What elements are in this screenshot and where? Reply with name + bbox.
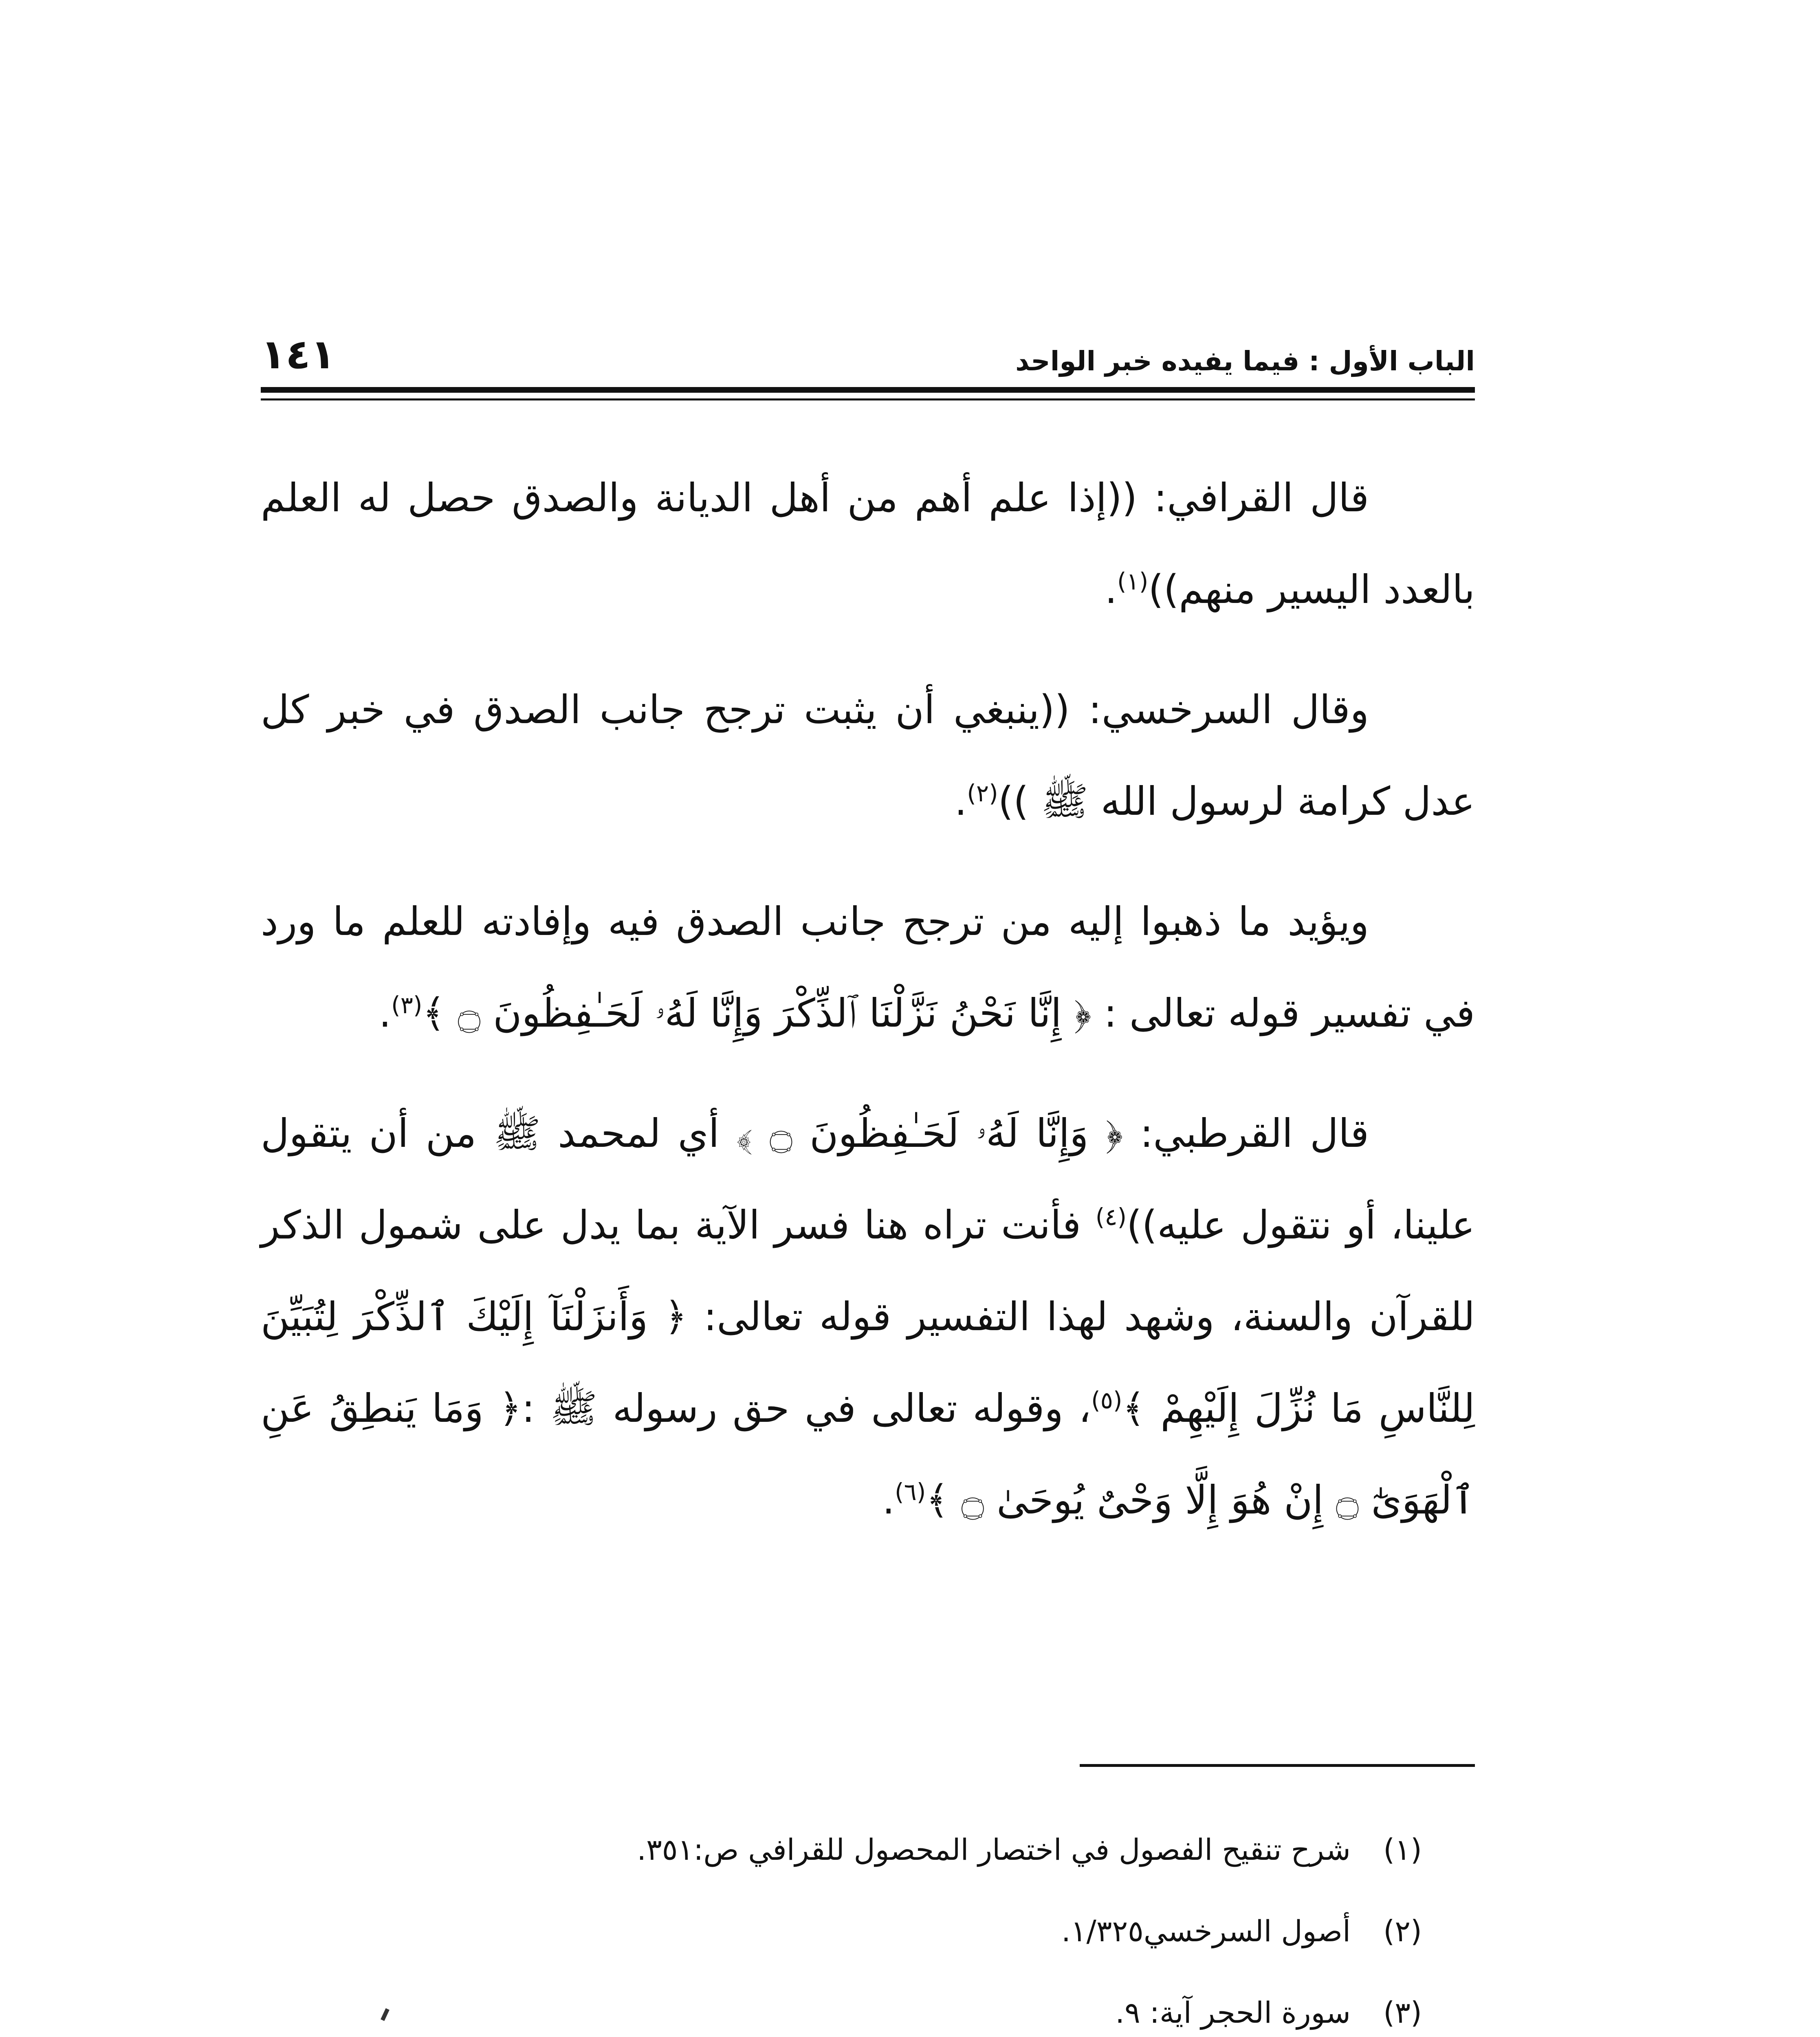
footnote-number: (١): [1383, 1832, 1422, 1867]
chapter-title: الباب الأول : فيما يفيده خبر الواحد: [1015, 345, 1475, 377]
footnote-text: سورة الحجر آية: ٩.: [1115, 1995, 1351, 2030]
footnote-reference: (٣): [391, 991, 423, 1019]
footnote-text: أصول السرخسي١/٣٢٥.: [1061, 1914, 1351, 1948]
paragraph-text-continued: ، وقوله تعالى في حق رسوله ﷺ :﴿ وَمَا يَنطِقُ عَنِ ٱلْهَوَىٰٓ ۝ إِنْ هُوَ إِلَّا وَحْىٌ يُوحَىٰ ۝ ﴾: [261, 1386, 1475, 1523]
page-number: ١٤١: [261, 330, 336, 378]
footnote-item: [261, 1809, 1422, 1890]
paragraph-qurtubi: [261, 1088, 1475, 1546]
footnotes-list: [261, 1809, 1422, 2037]
footnote-reference: (٤): [1095, 1203, 1127, 1231]
paragraph-end: .: [882, 1477, 895, 1523]
running-header: [261, 326, 1475, 378]
footnote-number: (٣): [1383, 1995, 1422, 2030]
paragraph-end: .: [379, 990, 392, 1036]
paragraph-text: قال القرطبي: ﴿ وَإِنَّا لَهُۥ لَحَـٰفِظُونَ ۝ ﴾ أي لمحمد ﷺ من أن يتقول علينا، أو نتقول عليه)): [261, 1111, 1475, 1248]
header-rule-thin: [261, 398, 1475, 400]
footnote-reference: (١): [1117, 568, 1149, 595]
main-text: [261, 452, 1475, 1575]
paragraph-text: وقال السرخسي: ((ينبغي أن يثبت ترجح جانب الصدق في خبر كل عدل كرامة لرسول الله ﷺ )): [261, 687, 1475, 824]
footnote-reference: (٦): [895, 1478, 926, 1506]
paragraph-support: [261, 876, 1475, 1059]
paragraph-qarafi: [261, 452, 1475, 636]
footnote-number: (٢): [1383, 1914, 1422, 1948]
paragraph-text: قال القرافي: ((إذا علم أهم من أهل الديانة والصدق حصل له العلم بالعدد اليسير منهم)): [261, 475, 1475, 612]
footnote-separator: [1080, 1764, 1475, 1767]
footnote-item: [261, 1972, 1422, 2037]
footnote-text: شرح تنقيح الفصول في اختصار المحصول للقرافي ص:٣٥١.: [637, 1832, 1351, 1867]
paragraph-text-continued: فأنت تراه هنا فسر الآية بما يدل على شمول الذكر للقرآن والسنة، وشهد لهذا التفسير قوله تعالى: ﴿ وَأَنزَلْنَآ إِلَيْكَ ٱلذِّكْرَ لِتُبَيِّنَ لِلنَّاسِ مَا نُزِّلَ إِلَيْهِمْ ﴾: [261, 1202, 1475, 1431]
paragraph-end: .: [1105, 567, 1117, 612]
paragraph-sarakhsi: [261, 664, 1475, 847]
footnote-item: [261, 1890, 1422, 1972]
footnote-reference: (٥): [1091, 1386, 1122, 1414]
paragraph-text: ويؤيد ما ذهبوا إليه من ترجح جانب الصدق فيه وإفادته للعلم ما ورد في تفسير قوله تعالى : ﴿ إِنَّا نَحْنُ نَزَّلْنَا ٱلذِّكْرَ وَإِنَّا لَهُۥ لَحَـٰفِظُونَ ۝ ﴾: [261, 899, 1475, 1036]
paragraph-end: .: [954, 779, 967, 824]
header-rule-thick: [261, 387, 1475, 393]
footnote-reference: (٢): [967, 779, 998, 807]
